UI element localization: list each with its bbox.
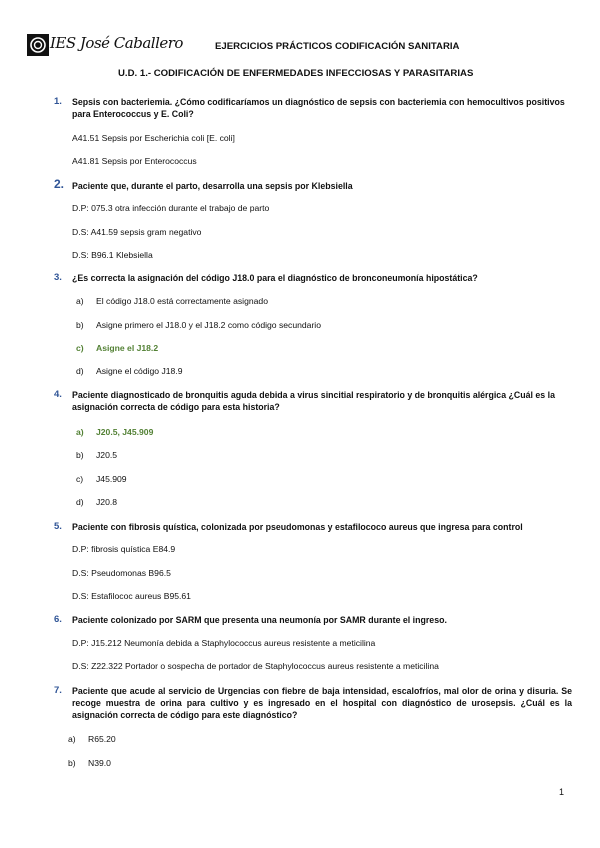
- answer-line: D.S: Estafilococ aureus B95.61: [72, 591, 191, 601]
- question-text: Paciente que, durante el parto, desarrolla una sepsis por Klebsiella: [72, 181, 353, 191]
- question-text: Paciente diagnosticado de bronquitis aguda debida a virus sincitial respiratorio y de bronquitis alérgica ¿Cuál es la asignación correcta de código para esta historia?: [72, 390, 555, 412]
- question-number: 3.: [54, 272, 62, 283]
- option-d: d) J20.8: [76, 497, 118, 507]
- answer-line: D.S: Z22.322 Portador o sospecha de portador de Staphylococcus aureus resistente a meticilina: [72, 661, 439, 671]
- answer-line: D.S: B96.1 Klebsiella: [72, 250, 153, 260]
- logo-spiral-icon: [27, 34, 49, 56]
- answer-line: D.P: J15.212 Neumonía debida a Staphylococcus aureus resistente a meticilina: [72, 638, 376, 648]
- answer-line: D.S: Pseudomonas B96.5: [72, 568, 171, 578]
- option-a: a) R65.20: [68, 734, 116, 744]
- page-title: EJERCICIOS PRÁCTICOS CODIFICACIÓN SANITARIA: [215, 41, 460, 52]
- question-text: Paciente con fibrosis quística, colonizada por pseudomonas y estafilococo aureus que ingresa para control: [72, 522, 523, 532]
- question-number: 2.: [54, 177, 65, 191]
- question-number: 5.: [54, 521, 62, 532]
- option-a: a) El código J18.0 está correctamente asignado: [76, 296, 268, 306]
- answer-line: A41.81 Sepsis por Enterococcus: [72, 156, 197, 166]
- question-text: Sepsis con bacteriemia. ¿Cómo codificaríamos un diagnóstico de sepsis con bacteriemia con hemocultivos positivos para Enterococcus y E. Coli?: [72, 97, 565, 119]
- logo-text: IES José Caballero: [50, 34, 183, 52]
- question-number: 7.: [54, 685, 62, 696]
- option-b: b) Asigne primero el J18.0 y el J18.2 como código secundario: [76, 320, 321, 330]
- question-number: 4.: [54, 389, 62, 400]
- question-text: ¿Es correcta la asignación del código J18.0 para el diagnóstico de bronconeumonía hipostática?: [72, 273, 478, 283]
- answer-line: D.S: A41.59 sepsis gram negativo: [72, 227, 202, 237]
- page-number: 1: [558, 787, 564, 797]
- question-text: Paciente colonizado por SARM que presenta una neumonía por SAMR durante el ingreso.: [72, 615, 447, 625]
- answer-line: D.P: fibrosis quística E84.9: [72, 544, 176, 554]
- option-a-correct: a) J20.5, J45.909: [76, 427, 154, 437]
- answer-line: D.P: 075.3 otra infección durante el trabajo de parto: [72, 203, 270, 213]
- answer-line: A41.51 Sepsis por Escherichia coli [E. coli]: [72, 133, 235, 143]
- option-c-correct: c) Asigne el J18.2: [76, 343, 159, 353]
- question-number: 6.: [54, 614, 62, 625]
- option-b: b) N39.0: [68, 758, 111, 768]
- option-b: b) J20.5: [76, 450, 118, 460]
- unit-title: U.D. 1.- CODIFICACIÓN DE ENFERMEDADES INFECCIOSAS Y PARASITARIAS: [118, 68, 474, 79]
- option-c: c) J45.909: [76, 474, 127, 484]
- option-d: d) Asigne el código J18.9: [76, 366, 183, 376]
- question-text: Paciente que acude al servicio de Urgencias con fiebre de baja intensidad, escalofríos, mal olor de orina y disuria. Se recoge muestra de orina para cultivo y es ingresado en el hospital con diagnóstico de urosepsis. ¿Cuál es la asignación correcta de código para este diagnóstico?: [72, 686, 572, 720]
- question-number: 1.: [54, 96, 62, 107]
